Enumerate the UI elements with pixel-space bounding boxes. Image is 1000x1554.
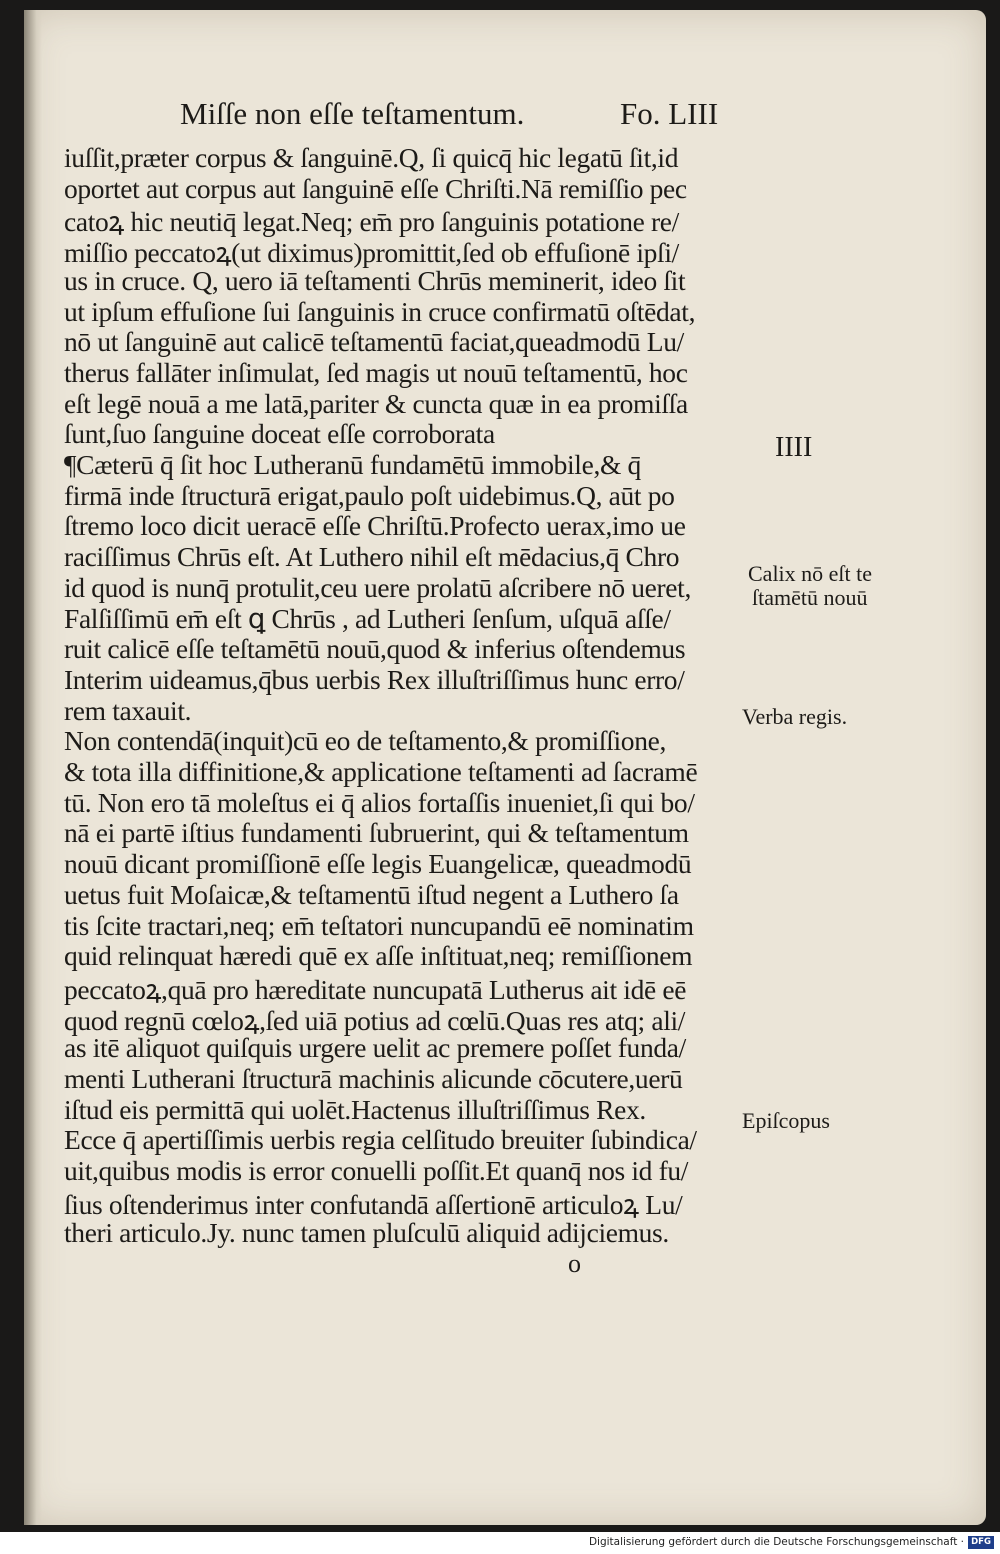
text-line: us in cruce. Q, uero iā teſtamenti Chrūs meminerit, ideo ſit [64,264,686,296]
text-line: iuſſit,præter corpus & ſanguinē.Q, ſi quicq̄ hic legatū ſit,id [64,142,679,173]
text-line: ſius oſtenderimus inter confutandā aſſertionē articuloꝝ Lu/ [64,1188,683,1220]
page-gutter-shadow [24,10,42,1525]
text-line: nā ei partē iſtius fundamenti ſubruerint, qui & teſtamentum [64,817,689,849]
section-numeral: IIII [775,432,813,463]
text-line: therus fallāter inſimulat, ſed magis ut nouū teſtamentū, hoc [64,356,688,388]
signature-mark: o [568,1249,581,1278]
text-line: ut ipſum effuſione ſui ſanguinis in cruce confirmatū oſtēdat, [64,295,696,327]
text-line: firmā inde ſtructurā erigat,paulo poſt uidebimus.Q, aūt po [64,479,675,511]
text-line: ¶Cæterū q̄ ſit hoc Lutheranū fundamētū immobile,& q̄ [64,449,641,480]
text-line: tis ſcite tractari,neq; em̄ teſtatori nuncupandū eē nominatim [64,909,694,941]
running-head-title: Miſſe non eſſe teſtamentum. [180,96,525,131]
text-line: uit,quibus modis is error conuelli poſſit.Et quanq̄ nos id fu/ [64,1155,689,1187]
text-line: as itē aliquot quiſquis urgere uelit ac premere poſſet funda/ [64,1032,686,1064]
text-line: Non contendā(inquit)cū eo de teſtamento,& promiſſione, [64,725,666,757]
text-line: peccatoꝝ,quā pro hæreditate nuncupatā Lutherus ait idē eē [64,973,687,1005]
text-line: id quod is nunq̄ protulit,ceu uere prolatū aſcribere nō ueret, [64,571,691,603]
dfg-logo: DFG [968,1536,994,1549]
margin-note-verba-regis: Verba regis. [742,704,848,729]
text-line: ſtremo loco dicit ueracē eſſe Chriſtū.Profecto uerax,imo ue [64,510,686,542]
digitization-footer [0,1532,1000,1554]
text-line: Interim uideamus,q̄bus uerbis Rex illuſtriſſimus hunc erro/ [64,663,685,695]
footer-credit: Digitalisierung gefördert durch die Deutsche Forschungsgemeinschaft · [588,1536,964,1548]
folio-number: Fo. LIII [620,96,719,131]
text-line: nō ut ſanguinē aut calicē teſtamentū faciat,queadmodū Lu/ [64,326,684,358]
text-line: Falſiſſimū em̄ eſt ꝗ Chrūs , ad Lutheri ſenſum, uſquā aſſe/ [64,602,671,634]
text-line: catoꝝ hic neutiq̄ legat.Neq; em̄ pro ſanguinis potatione re/ [64,206,679,238]
text-line: eſt legē nouā a me latā,pariter & cuncta quæ in ea promiſſa [64,387,688,419]
text-line: ſunt,ſuo ſanguine doceat eſſe corroborata [64,418,495,450]
text-line: rem taxauit. [64,694,192,726]
text-line: quid relinquat hæredi quē ex aſſe inſtituat,neq; remiſſionem [64,940,693,972]
text-line: ruit calicē eſſe teſtamētū nouū,quod & inferius oſtendemus [64,633,686,665]
text-line: quod regnū cœloꝝ,ſed uiā potius ad cœlū.Quas res atq; ali/ [64,1004,686,1036]
text-line: oportet aut corpus aut ſanguinē eſſe Chriſti.Nā remiſſio pec [64,172,687,204]
text-line: Ecce q̄ apertiſſimis uerbis regia celſitudo breuiter ſubindica/ [64,1124,697,1156]
text-line: nouū dicant promiſſionē eſſe legis Euangelicæ, queadmodū [64,848,692,880]
text-line: raciſſimus Chrūs eſt. At Luthero nihil eſt mēdacius,q̄ Chro [64,541,680,573]
margin-note-episcopus: Epiſcopus [742,1108,830,1133]
margin-note-calix-2: ſtamētū nouū [752,585,868,610]
text-line: & tota illa diffinitione,& applicatione teſtamenti ad ſacramē [64,756,698,787]
text-line: theri articulo.Jy. nunc tamen pluſculū aliquid adijciemus. [64,1216,669,1248]
text-line: iſtud eis permittā qui uolēt.Hactenus illuſtriſſimus Rex. [64,1093,646,1125]
text-line: uetus fuit Moſaicæ,& teſtamentū iſtud negent a Luthero ſa [64,878,679,910]
text-line: tū. Non ero tā moleſtus ei q̄ alios fortaſſis inueniet,ſi qui bo/ [64,786,695,818]
text-line: miſſio peccatoꝝ(ut diximus)promittit,ſed ob effuſionē ipſi/ [64,237,679,269]
margin-note-calix-1: Calix nō eſt te [748,561,873,586]
text-line: menti Lutherani ſtructurā machinis alicunde cōcutere,uerū [64,1063,683,1094]
